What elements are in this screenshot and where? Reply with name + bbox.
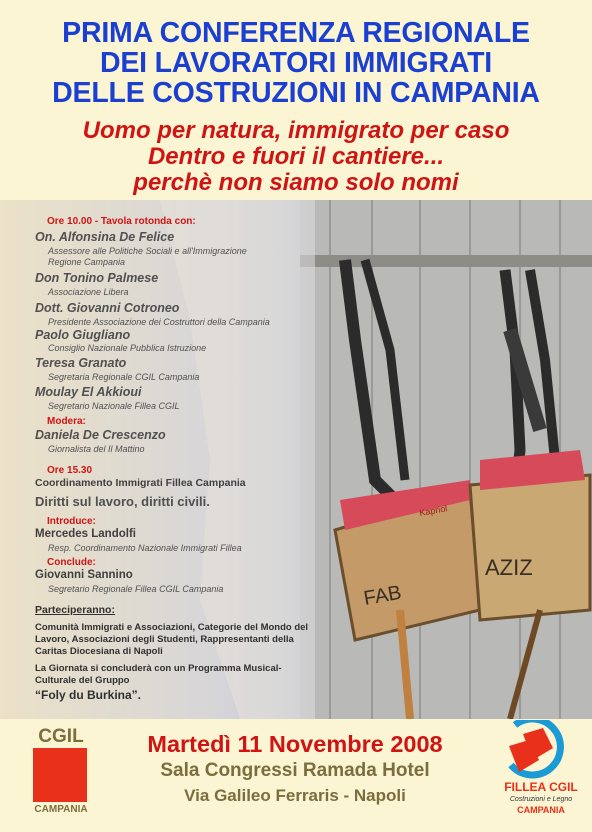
moderator-name: Daniela De Crescenzo [35, 428, 166, 442]
header [0, 0, 592, 198]
group-name: “Foly du Burkina”. [35, 688, 142, 702]
bag-brand-label: Kapriol [418, 503, 448, 518]
speaker-role: Associazione Libera [48, 287, 129, 297]
cgil-logo-text: CGIL [38, 726, 84, 747]
conclude-label: Conclude: [47, 557, 96, 568]
title-line-1: PRIMA CONFERENZA REGIONALE [62, 17, 530, 49]
moderator-label: Modera: [47, 416, 86, 427]
moderator-role: Giornalista del Il Mattino [48, 444, 145, 454]
conclude-name: Giovanni Sannino [35, 569, 133, 581]
title-line-3: DELLE COSTRUZIONI IN CAMPANIA [52, 77, 540, 109]
afternoon-label: Ore 15.30 [47, 465, 93, 476]
participants-label: Parteciperanno: [35, 604, 115, 616]
speaker-role: Presidente Associazione dei Costruttori della Campania [48, 317, 270, 327]
afternoon-title: Diritti sul lavoro, diritti civili. [35, 494, 210, 509]
speaker-name: Moulay El Akkioui [35, 385, 142, 399]
speaker-role: Consiglio Nazionale Pubblica Istruzione [48, 343, 207, 353]
participants-text: Comunità Immigrati e Associazioni, Categorie del Mondo del Lavoro, Associazioni degli Studenti, Rappresentanti della Caritas Diocesiana di Napoli [35, 622, 309, 657]
event-address: Via Galileo Ferraris - Napoli [184, 786, 406, 805]
speaker-role: Regione Campania [48, 257, 126, 267]
intro-role: Resp. Coordinamento Nazionale Immigrati Fillea [48, 543, 242, 553]
cgil-logo [30, 726, 90, 818]
speaker-name: Dott. Giovanni Cotroneo [35, 301, 180, 315]
intro-name: Mercedes Landolfi [35, 528, 136, 540]
speaker-name: On. Alfonsina De Felice [35, 230, 175, 244]
intro-label: Introduce: [47, 516, 96, 527]
event-venue: Sala Congressi Ramada Hotel [160, 760, 430, 781]
bag-left-label: FAB [362, 581, 404, 610]
speaker-role: Segretaria Regionale CGIL Campania [48, 372, 200, 382]
fillea-name: FILLEA CGIL [504, 780, 578, 794]
speaker-role: Assessore alle Politiche Sociali e all'Immigrazione [48, 246, 247, 256]
fillea-sub: Costruzioni e Legno [509, 796, 573, 803]
title-line-2: DEI LAVORATORI IMMIGRATI [99, 47, 493, 79]
fillea-region: CAMPANIA [517, 805, 565, 815]
afternoon-desc: Coordinamento Immigrati Fillea Campania [35, 477, 246, 489]
bag-right-label: AZIZ [485, 555, 533, 580]
speaker-name: Don Tonino Palmese [35, 271, 159, 285]
closing-text: La Giornata si concluderà con un Programma Musical-Culturale del Gruppo [35, 663, 282, 686]
speaker-role: Segretario Nazionale Fillea CGIL [48, 401, 180, 411]
fillea-logo [495, 720, 587, 820]
subtitle-line-1: Uomo per natura, immigrato per caso [82, 117, 510, 144]
conclude-role: Segretario Regionale Fillea CGIL Campania [48, 584, 224, 594]
cgil-red-square [33, 748, 87, 802]
speaker-name: Teresa Granato [35, 356, 127, 370]
subtitle-line-3: perchè non siamo solo nomi [133, 169, 459, 196]
subtitle-line-2: Dentro e fuori il cantiere... [147, 143, 445, 170]
fillea-emblem-icon [495, 720, 587, 780]
morning-label: Ore 10.00 - Tavola rotonda con: [47, 216, 196, 227]
cgil-region-text: CAMPANIA [34, 804, 88, 815]
speaker-name: Paolo Giugliano [35, 328, 131, 342]
event-date: Martedì 11 Novembre 2008 [147, 731, 443, 757]
